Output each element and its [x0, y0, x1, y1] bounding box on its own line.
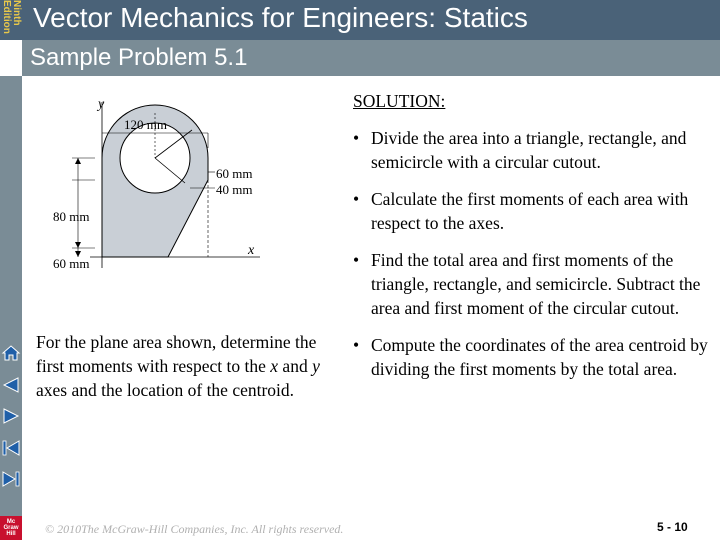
publisher-logo: Mc Graw Hill — [0, 516, 22, 540]
skip-first-icon[interactable] — [1, 438, 21, 458]
solution-steps — [353, 126, 708, 381]
solution-step: • Divide the area into a triangle, rectangle, and semicircle with a circular cutout. — [353, 126, 708, 174]
arrow-right-icon[interactable] — [1, 406, 21, 426]
home-icon[interactable] — [1, 343, 21, 363]
problem-figure — [50, 88, 265, 283]
solution-step: • Calculate the first moments of each area with respect to the axes. — [353, 187, 708, 235]
slide-title: Sample Problem 5.1 — [30, 44, 248, 71]
skip-last-icon[interactable] — [1, 469, 21, 489]
y-axis-label: y — [98, 97, 105, 112]
solution-step: • Compute the coordinates of the area centroid by dividing the first moments by the total area. — [353, 333, 708, 381]
dim-80mm: 80 mm — [53, 209, 90, 224]
dim-60mm-radius: 60 mm — [216, 166, 253, 181]
dim-40mm-radius: 40 mm — [216, 182, 253, 197]
book-title: Vector Mechanics for Engineers: Statics — [33, 2, 528, 33]
dim-120mm: 120 mm — [124, 117, 167, 132]
page-number: 5 - 10 — [657, 520, 688, 534]
solution-heading: SOLUTION: — [353, 91, 446, 111]
solution-step: • Find the total area and first moments of the triangle, rectangle, and semicircle. Subtract the area and first moment of the circular cutout. — [353, 248, 708, 320]
arrow-left-icon[interactable] — [1, 375, 21, 395]
x-axis-label: x — [248, 243, 255, 258]
problem-statement: For the plane area shown, determine the first moments with respect to the x and y axes and the location of the centroid. — [36, 332, 320, 400]
plane-area-diagram — [50, 88, 265, 283]
edition-line2: Edition — [1, 0, 12, 34]
edition-label — [0, 0, 22, 40]
copyright-notice: © 2010The McGraw-Hill Companies, Inc. All rights reserved. — [45, 522, 344, 536]
dim-60mm-height: 60 mm — [53, 256, 90, 271]
edition-line1: Ninth — [11, 0, 22, 26]
